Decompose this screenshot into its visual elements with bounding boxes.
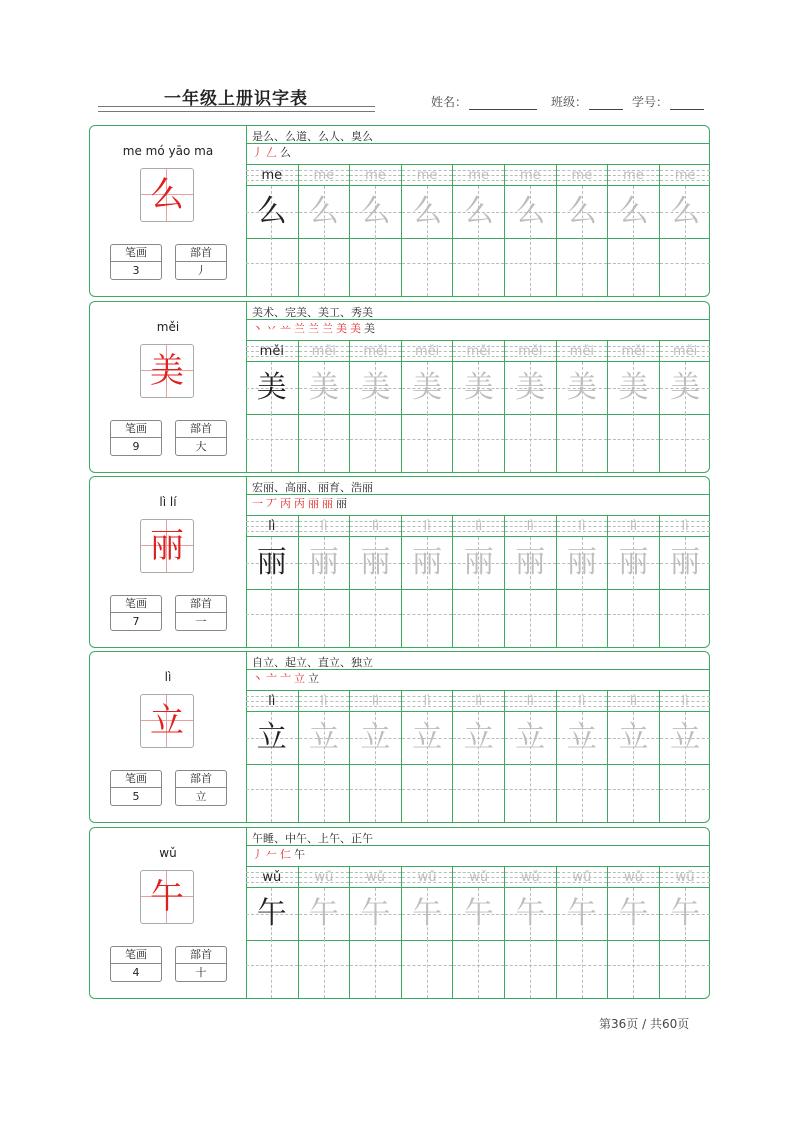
stroke-step: 美	[336, 322, 347, 335]
stroke-step: 兰	[322, 322, 333, 335]
practice-pinyin: lì	[526, 519, 534, 534]
stroke-count-label: 笔画	[111, 947, 161, 964]
page-title: 一年级上册识字表	[164, 89, 308, 109]
practice-cell[interactable]	[607, 341, 659, 472]
radical-box	[175, 595, 227, 631]
practice-pinyin: lì	[629, 694, 638, 709]
stroke-order	[252, 321, 378, 337]
practice-cell[interactable]	[401, 516, 453, 647]
practice-cell[interactable]	[349, 516, 401, 647]
practice-character: 丽	[463, 545, 494, 580]
practice-pinyin: me	[365, 168, 386, 183]
radical-value: 丿	[195, 264, 207, 277]
stroke-step: 立	[308, 672, 319, 685]
stroke-count-box	[110, 420, 162, 456]
student-id-field[interactable]	[632, 93, 704, 110]
practice-pinyin: wǔ	[572, 870, 592, 885]
practice-character: 午	[566, 896, 597, 931]
character-card	[89, 125, 710, 297]
practice-cell[interactable]	[401, 691, 453, 822]
practice-cell[interactable]	[298, 516, 350, 647]
stroke-count-label: 笔画	[111, 245, 161, 262]
practice-character: 么	[412, 194, 443, 229]
practice-pinyin: wǔ	[624, 870, 643, 885]
stroke-order	[252, 671, 322, 687]
stroke-count-label: 笔画	[111, 596, 161, 613]
stroke-step: 亠	[266, 672, 277, 685]
name-label: 姓名：	[431, 95, 468, 109]
practice-cell[interactable]	[607, 516, 659, 647]
practice-cell[interactable]	[298, 341, 350, 472]
practice-panel	[246, 652, 709, 822]
practice-character: 丽	[412, 545, 443, 580]
practice-character: 美	[360, 370, 391, 405]
practice-character: 美	[566, 370, 597, 405]
practice-pinyin: měi	[569, 344, 595, 359]
practice-cell[interactable]	[246, 341, 298, 472]
stroke-order	[252, 145, 294, 161]
practice-character: 丽	[515, 545, 546, 580]
practice-cell[interactable]	[452, 516, 504, 647]
practice-pinyin: měi	[621, 344, 646, 359]
pinyin-readings: me mó yāo ma	[122, 144, 214, 158]
practice-cell[interactable]	[298, 165, 350, 296]
stroke-step: 美	[350, 322, 361, 335]
practice-cell[interactable]	[659, 341, 711, 472]
practice-cell[interactable]	[504, 691, 556, 822]
practice-character: 美	[412, 370, 443, 405]
practice-pinyin: lì	[681, 519, 689, 534]
practice-cell[interactable]	[401, 341, 453, 472]
practice-character: 美	[463, 370, 494, 405]
practice-character: 美	[618, 370, 649, 405]
example-words: 美术、完美、美工、秀美	[252, 306, 373, 319]
practice-pinyin: lì	[526, 694, 534, 709]
practice-character: 立	[308, 720, 339, 755]
class-blank[interactable]	[589, 97, 623, 110]
practice-pinyin: lì	[629, 519, 638, 534]
practice-character: 立	[412, 720, 443, 755]
character-box	[140, 344, 194, 398]
stroke-count-value: 9	[132, 440, 140, 453]
practice-cell[interactable]	[452, 691, 504, 822]
practice-pinyin: lì	[371, 519, 380, 534]
practice-character: 午	[515, 896, 546, 931]
practice-character: 午	[360, 896, 391, 931]
student-id-label: 学号：	[632, 95, 669, 109]
stroke-step: 丆	[266, 497, 277, 510]
radical-box	[175, 946, 227, 982]
practice-cell[interactable]	[401, 165, 453, 296]
stroke-step: 立	[294, 672, 305, 685]
stroke-count-label: 笔画	[111, 771, 161, 788]
stroke-count-label: 笔画	[111, 421, 161, 438]
character-box	[140, 168, 194, 222]
practice-cell[interactable]	[659, 165, 711, 296]
practice-pinyin: me	[261, 168, 283, 183]
practice-cell[interactable]	[298, 867, 350, 998]
practice-panel	[246, 302, 709, 472]
practice-character: 午	[618, 896, 649, 931]
practice-cell[interactable]	[504, 341, 556, 472]
character-info-panel	[90, 652, 247, 822]
character-info-panel	[90, 302, 247, 472]
practice-pinyin: wǔ	[520, 870, 540, 885]
practice-pinyin: lì	[423, 694, 431, 709]
stroke-step: 𠃋	[266, 146, 277, 159]
name-field[interactable]	[431, 93, 537, 110]
practice-pinyin: me	[416, 168, 438, 183]
practice-cell[interactable]	[246, 691, 298, 822]
practice-pinyin: měi	[363, 344, 388, 359]
stroke-count-value: 5	[132, 790, 140, 803]
pinyin-readings: lì	[164, 670, 172, 684]
practice-pinyin: lì	[578, 694, 586, 709]
practice-cell[interactable]	[556, 691, 608, 822]
character-card	[89, 827, 710, 999]
stroke-step: 丷	[266, 322, 277, 335]
stroke-step: 兰	[308, 322, 319, 335]
stroke-step: 么	[280, 146, 291, 159]
stroke-step: 美	[364, 322, 375, 335]
practice-pinyin: měi	[259, 344, 284, 359]
practice-grid	[246, 866, 709, 998]
radical-label: 部首	[176, 947, 226, 964]
stroke-step: 丙	[280, 497, 291, 510]
practice-pinyin: me	[519, 168, 541, 183]
character-box	[140, 870, 194, 924]
practice-pinyin: měi	[672, 344, 698, 359]
title-underline	[98, 106, 375, 112]
practice-pinyin: lì	[475, 519, 483, 534]
practice-cell[interactable]	[246, 516, 298, 647]
practice-cell[interactable]	[659, 691, 711, 822]
practice-pinyin: me	[623, 168, 644, 183]
stroke-step: 丽	[308, 497, 319, 510]
practice-character: 丽	[566, 545, 597, 580]
pinyin-readings: měi	[156, 320, 180, 334]
practice-character: 立	[618, 720, 649, 755]
practice-cell[interactable]	[504, 867, 556, 998]
target-character: 午	[150, 877, 184, 917]
stroke-step: 丶	[252, 672, 263, 685]
radical-label: 部首	[176, 596, 226, 613]
practice-character: 立	[463, 720, 494, 755]
radical-box	[175, 244, 227, 280]
practice-character: 么	[360, 194, 391, 229]
practice-pinyin: me	[313, 168, 335, 183]
practice-cell[interactable]	[556, 341, 608, 472]
practice-grid	[246, 690, 709, 822]
practice-character: 么	[515, 194, 546, 229]
radical-label: 部首	[176, 421, 226, 438]
stroke-step: 午	[294, 848, 305, 861]
stroke-step: 兰	[294, 322, 305, 335]
stroke-count-value: 4	[132, 966, 140, 979]
practice-cell[interactable]	[556, 516, 608, 647]
stroke-step: 丽	[336, 497, 347, 510]
practice-cell[interactable]	[659, 516, 711, 647]
practice-pinyin: měi	[518, 344, 543, 359]
stroke-step: 丿	[252, 146, 263, 159]
practice-character: 么	[618, 194, 649, 229]
practice-pinyin: měi	[466, 344, 491, 359]
practice-character: 午	[308, 896, 339, 931]
practice-cell[interactable]	[607, 165, 659, 296]
stroke-step: 䒑	[280, 322, 291, 335]
radical-value: 大	[195, 440, 207, 453]
stroke-count-box	[110, 244, 162, 280]
practice-character: 立	[670, 720, 701, 755]
practice-cell[interactable]	[246, 867, 298, 998]
practice-pinyin: lì	[681, 694, 689, 709]
radical-label: 部首	[176, 771, 226, 788]
target-character: 美	[150, 351, 184, 391]
practice-character: 丽	[670, 545, 701, 580]
stroke-step: 丽	[322, 497, 333, 510]
practice-pinyin: měi	[414, 344, 440, 359]
practice-character: 午	[256, 896, 287, 931]
practice-pinyin: me	[468, 168, 490, 183]
practice-character: 美	[670, 370, 701, 405]
target-character: 丽	[150, 526, 184, 566]
character-info-panel	[90, 828, 247, 998]
example-words: 是么、么道、么人、臭么	[252, 130, 373, 143]
practice-cell[interactable]	[504, 165, 556, 296]
stroke-step: 丙	[294, 497, 305, 510]
character-card	[89, 476, 710, 648]
target-character: 么	[150, 175, 184, 215]
practice-cell[interactable]	[349, 867, 401, 998]
page-number: 第36页 / 共60页	[599, 1017, 690, 1031]
stroke-step: 亠	[280, 672, 291, 685]
practice-character: 么	[256, 194, 287, 229]
character-info-panel	[90, 477, 247, 647]
practice-character: 午	[670, 896, 701, 931]
practice-character: 立	[515, 720, 546, 755]
practice-cell[interactable]	[607, 691, 659, 822]
practice-character: 丽	[618, 545, 649, 580]
practice-character: 午	[463, 896, 494, 931]
practice-panel	[246, 477, 709, 647]
example-words: 午睡、中午、上午、正午	[252, 832, 373, 845]
stroke-step: 仁	[280, 848, 291, 861]
stroke-count-value: 7	[132, 615, 140, 628]
practice-pinyin: lì	[423, 519, 431, 534]
character-info-panel	[90, 126, 247, 296]
practice-cell[interactable]	[349, 165, 401, 296]
practice-character: 美	[308, 370, 339, 405]
practice-cell[interactable]	[556, 867, 608, 998]
practice-cell[interactable]	[349, 341, 401, 472]
class-label: 班级：	[551, 95, 588, 109]
example-words: 宏丽、高丽、丽育、浩丽	[252, 481, 373, 494]
practice-cell[interactable]	[504, 516, 556, 647]
practice-pinyin: wǔ	[314, 870, 334, 885]
stroke-count-value: 3	[132, 264, 140, 277]
practice-pinyin: me	[674, 168, 696, 183]
radical-box	[175, 770, 227, 806]
practice-cell[interactable]	[298, 691, 350, 822]
practice-pinyin: wǔ	[366, 870, 385, 885]
practice-cell[interactable]	[607, 867, 659, 998]
practice-pinyin: lì	[320, 694, 328, 709]
character-card	[89, 651, 710, 823]
practice-cell[interactable]	[452, 867, 504, 998]
stroke-order	[252, 847, 308, 863]
practice-pinyin: wǔ	[469, 870, 489, 885]
practice-pinyin: lì	[268, 519, 276, 534]
practice-cell[interactable]	[246, 165, 298, 296]
practice-pinyin: lì	[578, 519, 586, 534]
practice-character: 么	[670, 194, 701, 229]
practice-pinyin: lì	[320, 519, 328, 534]
practice-cell[interactable]	[401, 867, 453, 998]
practice-cell[interactable]	[349, 691, 401, 822]
stroke-count-box	[110, 770, 162, 806]
target-character: 立	[150, 701, 184, 741]
practice-cell[interactable]	[659, 867, 711, 998]
stroke-step: 丿	[252, 848, 263, 861]
stroke-step: 𠂉	[266, 848, 277, 861]
radical-value: 十	[195, 966, 207, 979]
stroke-step: 一	[252, 497, 263, 510]
practice-pinyin: měi	[311, 344, 337, 359]
practice-character: 立	[360, 720, 391, 755]
practice-cell[interactable]	[556, 165, 608, 296]
student-id-blank[interactable]	[670, 97, 704, 110]
stroke-step: 丶	[252, 322, 263, 335]
practice-pinyin: wǔ	[262, 870, 282, 885]
practice-character: 么	[308, 194, 339, 229]
example-words: 自立、起立、直立、独立	[252, 656, 373, 669]
practice-pinyin: me	[571, 168, 593, 183]
practice-pinyin: wǔ	[675, 870, 695, 885]
practice-pinyin: lì	[475, 694, 483, 709]
practice-panel	[246, 126, 709, 296]
class-field[interactable]	[551, 93, 623, 110]
pinyin-readings: wǔ	[159, 846, 177, 860]
practice-cell[interactable]	[452, 341, 504, 472]
practice-pinyin: lì	[268, 694, 276, 709]
practice-character: 丽	[360, 545, 391, 580]
practice-pinyin: wǔ	[417, 870, 437, 885]
radical-box	[175, 420, 227, 456]
practice-character: 么	[566, 194, 597, 229]
stroke-count-box	[110, 595, 162, 631]
practice-character: 丽	[308, 545, 339, 580]
practice-grid	[246, 515, 709, 647]
character-box	[140, 519, 194, 573]
practice-character: 午	[412, 896, 443, 931]
stroke-count-box	[110, 946, 162, 982]
practice-pinyin: lì	[371, 694, 380, 709]
character-box	[140, 694, 194, 748]
pinyin-readings: lì lí	[159, 495, 177, 509]
practice-grid	[246, 340, 709, 472]
practice-panel	[246, 828, 709, 998]
radical-label: 部首	[176, 245, 226, 262]
practice-character: 丽	[256, 545, 287, 580]
practice-grid	[246, 164, 709, 296]
practice-character: 美	[256, 370, 287, 405]
practice-character: 么	[463, 194, 494, 229]
practice-character: 立	[256, 720, 287, 755]
practice-character: 美	[515, 370, 546, 405]
character-card	[89, 301, 710, 473]
radical-value: 一	[195, 615, 207, 628]
practice-character: 立	[566, 720, 597, 755]
practice-cell[interactable]	[452, 165, 504, 296]
name-blank[interactable]	[469, 97, 537, 110]
stroke-order	[252, 496, 350, 512]
radical-value: 立	[195, 790, 207, 803]
